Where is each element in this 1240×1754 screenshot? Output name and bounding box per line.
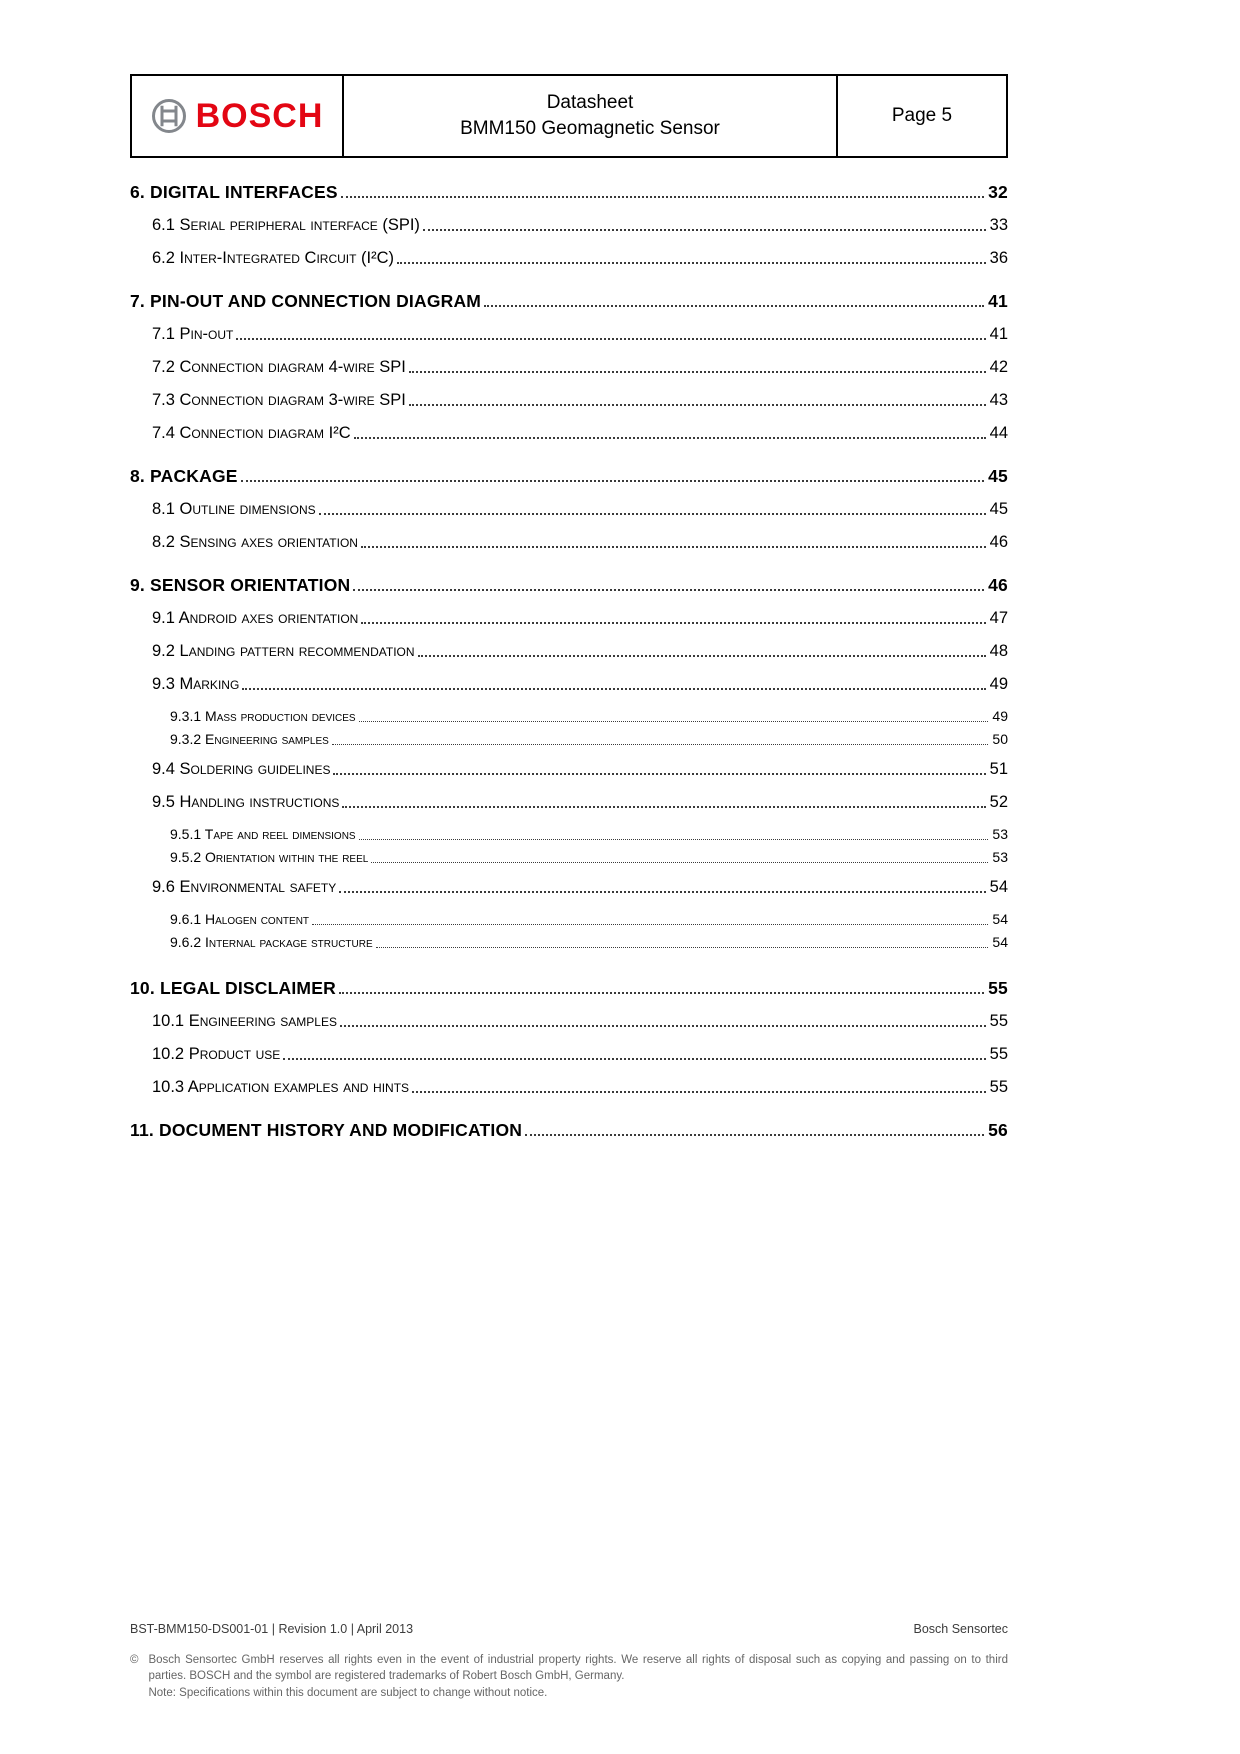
toc-entry-label: 9.3.2 Engineering samples — [170, 731, 329, 747]
toc-entry — [130, 248, 1008, 269]
copyright-text: Bosch Sensortec GmbH reserves all rights even in the event of industrial property rights. We reserve all rights of disposal such as copying and passing on to third parties. BOSCH and the symbol are registered trademarks of Robert Bosch GmbH, Germany. — [148, 1654, 1008, 1682]
toc-entry-label: 8.1 Outline dimensions — [152, 500, 316, 518]
toc-entry-label: 6. DIGITAL INTERFACES — [130, 182, 338, 202]
toc-entry-page: 53 — [992, 826, 1008, 842]
toc-entry — [130, 608, 1008, 629]
toc-entry-page: 54 — [992, 934, 1008, 950]
toc-entry-label: 7.3 Connection diagram 3-wire SPI — [152, 391, 406, 409]
company-name: Bosch Sensortec — [913, 1622, 1008, 1636]
toc-entry — [130, 674, 1008, 695]
document-type: Datasheet — [546, 92, 634, 113]
toc-entry — [130, 707, 1008, 726]
toc-entry — [130, 1077, 1008, 1098]
toc-entry-page: 44 — [989, 424, 1008, 442]
footer-note: Note: Specifications within this document are subject to change without notice. — [148, 1687, 548, 1699]
dot-leader — [525, 1134, 984, 1136]
toc-entry-label: 7.4 Connection diagram I²C — [152, 424, 351, 442]
toc-entry-label: 7.2 Connection diagram 4-wire SPI — [152, 358, 406, 376]
toc-entry — [130, 910, 1008, 929]
toc-entry-page: 32 — [988, 182, 1008, 202]
copyright-block — [130, 1652, 1008, 1701]
dot-leader — [409, 404, 986, 406]
dot-leader — [361, 622, 985, 624]
toc-entry — [130, 215, 1008, 236]
document-title: BMM150 Geomagnetic Sensor — [460, 118, 720, 139]
toc-entry-label: 7. PIN-OUT AND CONNECTION DIAGRAM — [130, 291, 482, 311]
toc-entry — [130, 575, 1008, 596]
toc-entry — [130, 182, 1008, 203]
toc-entry-page: 55 — [989, 1078, 1008, 1096]
toc-entry — [130, 390, 1008, 411]
toc-entry-page: 43 — [989, 391, 1008, 409]
dot-leader — [359, 839, 989, 840]
dot-leader — [242, 688, 985, 690]
toc-entry-page: 55 — [988, 978, 1008, 998]
toc-entry-page: 48 — [989, 642, 1008, 660]
toc-entry-label: 9.6 Environmental safety — [152, 878, 337, 896]
toc-entry-page: 53 — [992, 849, 1008, 865]
dot-leader — [341, 196, 984, 198]
toc-entry — [130, 933, 1008, 952]
toc-entry-page: 51 — [989, 760, 1008, 778]
toc-entry — [130, 291, 1008, 312]
toc-entry — [130, 1011, 1008, 1032]
toc-entry-label: 9.3.1 Mass production devices — [170, 708, 356, 724]
dot-leader — [376, 947, 989, 948]
toc-entry — [130, 848, 1008, 867]
toc-entry-label: 9. SENSOR ORIENTATION — [130, 575, 351, 595]
toc-entry-label: 8. PACKAGE — [130, 466, 238, 486]
toc-entry-label: 9.2 Landing pattern recommendation — [152, 642, 415, 660]
dot-leader — [418, 655, 986, 657]
toc-entry-page: 41 — [989, 325, 1008, 343]
toc-entry-label: 7.1 Pin-out — [152, 325, 234, 343]
toc-entry-label: 10.3 Application examples and hints — [152, 1078, 410, 1096]
bosch-armature-icon — [151, 98, 187, 134]
toc-entry-page: 55 — [989, 1045, 1008, 1063]
bosch-logo-text: BOSCH — [195, 96, 324, 135]
toc-entry — [130, 825, 1008, 844]
dot-leader — [423, 229, 986, 231]
toc-entry-page: 45 — [988, 466, 1008, 486]
toc-entry-label: 9.1 Android axes orientation — [152, 609, 359, 627]
dot-leader — [283, 1058, 985, 1060]
toc-entry-page: 56 — [988, 1120, 1008, 1140]
dot-leader — [354, 437, 986, 439]
toc-entry-page: 45 — [989, 500, 1008, 518]
toc-entry — [130, 759, 1008, 780]
toc-entry — [130, 641, 1008, 662]
dot-leader — [339, 992, 984, 994]
document-footer — [130, 1622, 1008, 1701]
toc-entry-label: 8.2 Sensing axes orientation — [152, 533, 358, 551]
document-title-block — [344, 76, 836, 156]
toc-entry-label: 6.2 Inter-Integrated Circuit (I²C) — [152, 249, 395, 267]
toc-entry-label: 10.1 Engineering samples — [152, 1012, 337, 1030]
toc-entry — [130, 423, 1008, 444]
toc-entry-page: 52 — [989, 793, 1008, 811]
toc-entry — [130, 499, 1008, 520]
toc-entry-page: 54 — [989, 878, 1008, 896]
dot-leader — [359, 721, 989, 722]
document-header — [130, 74, 1008, 158]
toc-entry-page: 49 — [989, 675, 1008, 693]
toc-entry — [130, 1120, 1008, 1141]
toc-entry-page: 33 — [989, 216, 1008, 234]
dot-leader — [409, 371, 986, 373]
toc-entry — [130, 978, 1008, 999]
toc-entry — [130, 730, 1008, 749]
dot-leader — [397, 262, 986, 264]
toc-entry — [130, 324, 1008, 345]
toc-entry-page: 50 — [992, 731, 1008, 747]
toc-entry-page: 41 — [988, 291, 1008, 311]
toc-entry-label: 10. LEGAL DISCLAIMER — [130, 978, 336, 998]
toc-entry-label: 9.3 Marking — [152, 675, 240, 693]
dot-leader — [319, 513, 986, 515]
dot-leader — [361, 546, 986, 548]
toc-entry-page: 46 — [989, 533, 1008, 551]
toc-entry-label: 9.5 Handling instructions — [152, 793, 340, 811]
toc-entry — [130, 357, 1008, 378]
toc-entry — [130, 877, 1008, 898]
dot-leader — [371, 862, 988, 863]
dot-leader — [353, 589, 984, 591]
toc-entry-label: 9.5.1 Tape and reel dimensions — [170, 826, 356, 842]
bosch-logo — [132, 76, 344, 156]
toc-entry-label: 9.4 Soldering guidelines — [152, 760, 331, 778]
toc-entry-page: 42 — [989, 358, 1008, 376]
toc-entry-label: 10.2 Product use — [152, 1045, 281, 1063]
page-number: Page 5 — [836, 76, 1006, 156]
toc-entry — [130, 792, 1008, 813]
dot-leader — [339, 891, 985, 893]
toc-entry-page: 46 — [988, 575, 1008, 595]
dot-leader — [342, 806, 985, 808]
toc-entry — [130, 466, 1008, 487]
toc-entry-label: 11. DOCUMENT HISTORY AND MODIFICATION — [130, 1120, 523, 1140]
toc-entry-label: 9.5.2 Orientation within the reel — [170, 849, 369, 865]
toc-entry-page: 36 — [989, 249, 1008, 267]
toc-entry-page: 47 — [989, 609, 1008, 627]
dot-leader — [241, 480, 984, 482]
toc-entry — [130, 532, 1008, 553]
document-reference: BST-BMM150-DS001-01 | Revision 1.0 | April 2013 — [130, 1622, 414, 1636]
dot-leader — [412, 1091, 986, 1093]
toc-entry-page: 54 — [992, 911, 1008, 927]
toc-entry-page: 55 — [989, 1012, 1008, 1030]
table-of-contents — [130, 182, 1008, 1153]
dot-leader — [332, 744, 989, 745]
toc-entry-label: 9.6.2 Internal package structure — [170, 934, 373, 950]
dot-leader — [236, 338, 985, 340]
toc-entry — [130, 1044, 1008, 1065]
dot-leader — [484, 305, 984, 307]
dot-leader — [333, 773, 985, 775]
toc-entry-label: 6.1 Serial peripheral interface (SPI) — [152, 216, 420, 234]
copyright-icon: © — [130, 1654, 139, 1666]
toc-entry-label: 9.6.1 Halogen content — [170, 911, 310, 927]
toc-entry-page: 49 — [992, 708, 1008, 724]
dot-leader — [340, 1025, 986, 1027]
dot-leader — [312, 924, 988, 925]
